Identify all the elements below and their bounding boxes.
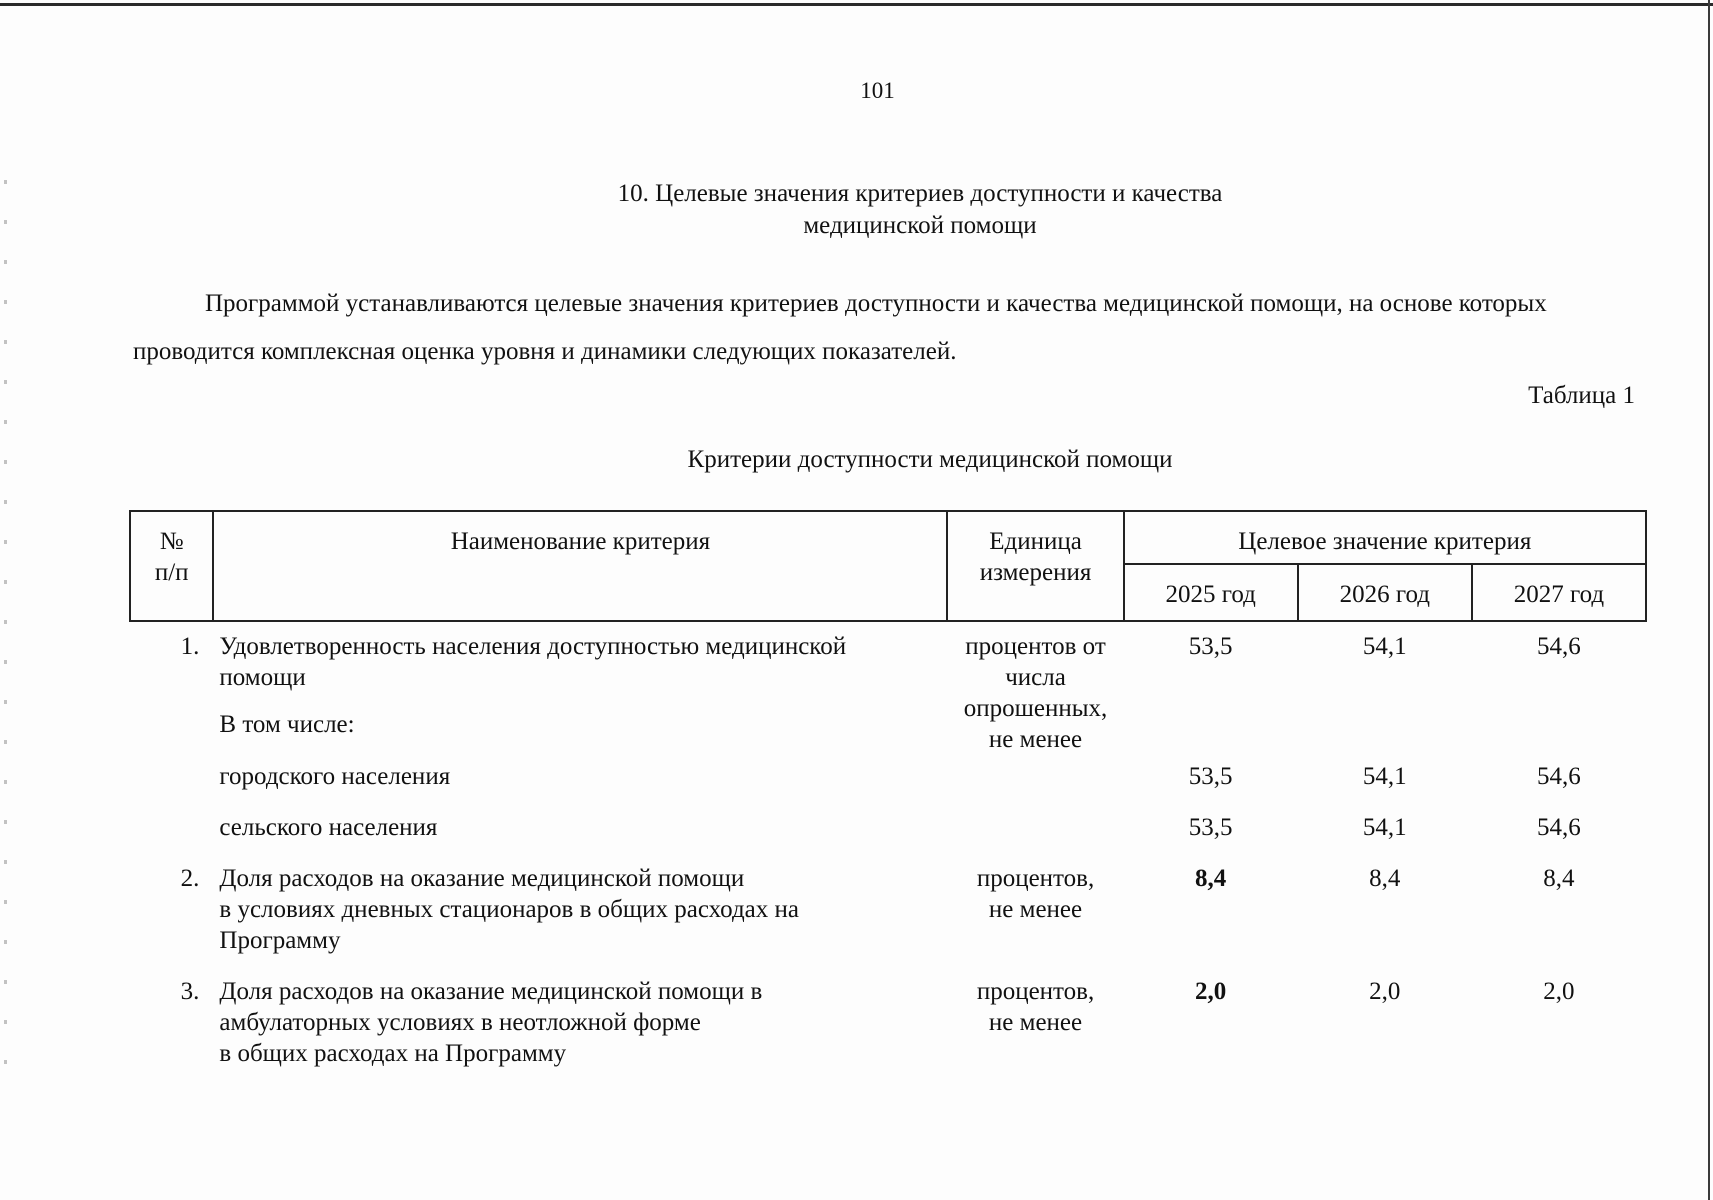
row-3-num: 3. (180, 978, 200, 1005)
row-1-rural-name: сельского населения (219, 814, 438, 841)
header-unit-line-1: Единица (989, 528, 1082, 555)
table-row-1 (130, 631, 1646, 755)
header-unit (947, 511, 1123, 621)
row-2-value-2026: 8,4 (1369, 865, 1401, 892)
scan-top-border (0, 3, 1713, 6)
table-label: Таблица 1 (1528, 382, 1635, 409)
header-year-2027: 2027 год (1472, 564, 1646, 621)
header-num-line-2: п/п (154, 559, 189, 586)
header-target: Целевое значение критерия (1124, 511, 1646, 564)
header-year-2025: 2025 год (1124, 564, 1298, 621)
row-1-rural-value-2026: 54,1 (1362, 814, 1407, 841)
table-row-1-urban (130, 755, 1646, 792)
row-1-rural-num (130, 792, 213, 843)
row-1-urban-unit (947, 755, 1123, 792)
row-1-unit-line-3: опрошенных, (963, 695, 1108, 722)
table-title: Критерии доступности медицинской помощи (687, 446, 1173, 473)
criteria-table (129, 510, 1647, 1069)
row-3-unit (947, 956, 1123, 1069)
row-1-name (213, 631, 947, 755)
row-3-name-line-1: Доля расходов на оказание медицинской помощи в (219, 978, 763, 1005)
header-num (130, 511, 213, 621)
row-1-urban-num (130, 755, 213, 792)
table-row-3 (130, 956, 1646, 1069)
row-3-value-2026: 2,0 (1369, 978, 1401, 1005)
row-2-num: 2. (180, 865, 200, 892)
header-unit-line-2: измерения (979, 559, 1092, 586)
row-1-unit-line-2: числа (1005, 664, 1066, 691)
intro-paragraph: Программой устанавливаются целевые значения критериев доступности и качества медицинской помощи, на основе которых проводится комплексная оценка уровня и динамики следующих показателей. (133, 290, 1547, 365)
row-1-rural-unit (947, 792, 1123, 843)
row-1-urban-name: городского населения (219, 763, 451, 790)
row-1-subheading: В том числе: (219, 711, 355, 738)
row-2-name-line-3: Программу (219, 927, 341, 954)
row-3-value-2027: 2,0 (1543, 978, 1575, 1005)
row-2-unit (947, 843, 1123, 956)
scan-left-edge-noise (4, 180, 7, 1080)
row-2-value-2025: 8,4 (1195, 865, 1227, 892)
row-2-unit-line-1: процентов, (976, 865, 1095, 892)
table-row-2 (130, 843, 1646, 956)
section-heading-line-2: медицинской помощи (803, 212, 1037, 239)
row-1-urban-value-2026: 54,1 (1362, 763, 1407, 790)
row-1-num: 1. (180, 633, 200, 660)
row-1-unit (947, 631, 1123, 755)
row-2-value-2027: 8,4 (1543, 865, 1575, 892)
scan-right-border (1708, 0, 1710, 1200)
row-1-unit-line-1: процентов от (965, 633, 1106, 660)
row-1-rural-value-2027: 54,6 (1537, 814, 1581, 841)
row-3-name (213, 956, 947, 1069)
header-name: Наименование критерия (213, 511, 947, 621)
row-3-unit-line-1: процентов, (976, 978, 1095, 1005)
row-3-value-2025: 2,0 (1195, 978, 1227, 1005)
page-number: 101 (860, 78, 895, 103)
row-3-unit-line-2: не менее (988, 1009, 1083, 1036)
row-1-urban-value-2025: 53,5 (1188, 763, 1233, 790)
section-heading (470, 178, 1370, 242)
row-3-name-line-3: в общих расходах на Программу (219, 1040, 567, 1067)
row-1-urban-value-2027: 54,6 (1537, 763, 1581, 790)
section-heading-line-1: 10. Целевые значения критериев доступности и качества (617, 180, 1223, 207)
row-1-value-2026: 54,1 (1362, 633, 1407, 660)
row-1-name-line-1: Удовлетворенность населения доступностью медицинской (219, 633, 847, 660)
row-3-name-line-2: амбулаторных условиях в неотложной форме (219, 1009, 701, 1036)
row-1-name-line-2: помощи (219, 664, 306, 691)
row-1-unit-line-4: не менее (988, 726, 1083, 753)
row-2-name-line-1: Доля расходов на оказание медицинской помощи (219, 865, 745, 892)
row-2-name-line-2: в условиях дневных стационаров в общих расходах на (219, 896, 799, 923)
table-row-1-rural (130, 792, 1646, 843)
row-2-unit-line-2: не менее (988, 896, 1083, 923)
header-num-line-1: № (159, 528, 184, 555)
row-1-value-2025: 53,5 (1188, 633, 1233, 660)
header-year-2026: 2026 год (1298, 564, 1472, 621)
table-row (130, 621, 1646, 631)
row-1-value-2027: 54,6 (1537, 633, 1581, 660)
row-2-name (213, 843, 947, 956)
row-1-rural-value-2025: 53,5 (1188, 814, 1233, 841)
